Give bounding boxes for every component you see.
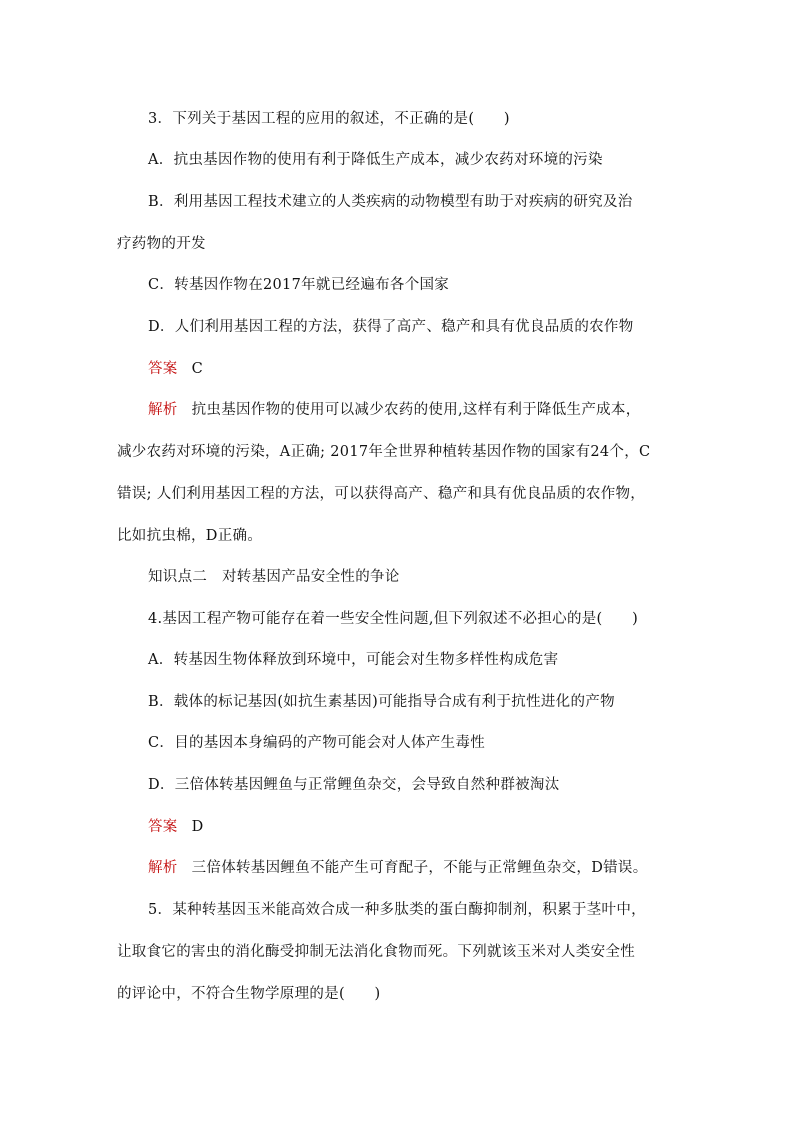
q3-option-b-cont: 疗药物的开发 bbox=[117, 236, 206, 252]
q3-answer bbox=[148, 359, 203, 379]
answer-value: D bbox=[191, 819, 204, 835]
analysis-label: 解析 bbox=[148, 402, 178, 418]
q3-analysis-line-2: 减少农药对环境的污染，A正确; 2017年全世界种植转基因作物的国家有24个，C bbox=[117, 444, 651, 460]
answer-label: 答案 bbox=[148, 819, 178, 835]
q3-analysis-line-1 bbox=[148, 400, 641, 420]
answer-label: 答案 bbox=[148, 361, 178, 377]
section-heading: 知识点二 对转基因产品安全性的争论 bbox=[148, 569, 400, 585]
q5-stem-line-2: 让取食它的害虫的消化酶受抑制无法消化食物而死。下列就该玉米对人类安全性 bbox=[117, 944, 635, 960]
q4-stem: 4.基因工程产物可能存在着一些安全性问题,但下列叙述不必担心的是( ) bbox=[148, 611, 639, 627]
analysis-text: 三倍体转基因鲤鱼不能产生可育配子，不能与正常鲤鱼杂交，D错误。 bbox=[191, 860, 648, 876]
q4-option-a: A．转基因生物体释放到环境中，可能会对生物多样性构成危害 bbox=[148, 652, 559, 668]
q5-stem-line-1: 5．某种转基因玉米能高效合成一种多肽类的蛋白酶抑制剂，积累于茎叶中， bbox=[148, 902, 646, 918]
q3-option-c: C．转基因作物在2017年就已经遍布各个国家 bbox=[148, 277, 450, 293]
q5-stem-line-3: 的评论中，不符合生物学原理的是( ) bbox=[117, 986, 381, 1002]
q3-analysis-line-4: 比如抗虫棉，D正确。 bbox=[117, 528, 263, 544]
q3-option-b: B．利用基因工程技术建立的人类疾病的动物模型有助于对疾病的研究及治 bbox=[148, 194, 633, 210]
analysis-label: 解析 bbox=[148, 860, 178, 876]
q3-stem: 3．下列关于基因工程的应用的叙述，不正确的是( ) bbox=[148, 111, 510, 127]
q4-answer bbox=[148, 817, 204, 837]
analysis-text: 抗虫基因作物的使用可以减少农药的使用,这样有利于降低生产成本， bbox=[191, 402, 641, 418]
answer-value: C bbox=[191, 361, 204, 377]
q3-option-a: A．抗虫基因作物的使用有利于降低生产成本，减少农药对环境的污染 bbox=[148, 152, 603, 168]
q4-option-d: D．三倍体转基因鲤鱼与正常鲤鱼杂交，会导致自然种群被淘汰 bbox=[148, 777, 560, 793]
q3-analysis-line-3: 错误; 人们利用基因工程的方法，可以获得高产、稳产和具有优良品质的农作物， bbox=[117, 486, 646, 502]
q4-option-b: B．载体的标记基因(如抗生素基因)可能指导合成有利于抗性进化的产物 bbox=[148, 694, 615, 710]
q3-option-d: D．人们利用基因工程的方法，获得了高产、稳产和具有优良品质的农作物 bbox=[148, 319, 634, 335]
q4-option-c: C．目的基因本身编码的产物可能会对人体产生毒性 bbox=[148, 735, 485, 751]
q4-analysis-line-1 bbox=[148, 858, 648, 878]
